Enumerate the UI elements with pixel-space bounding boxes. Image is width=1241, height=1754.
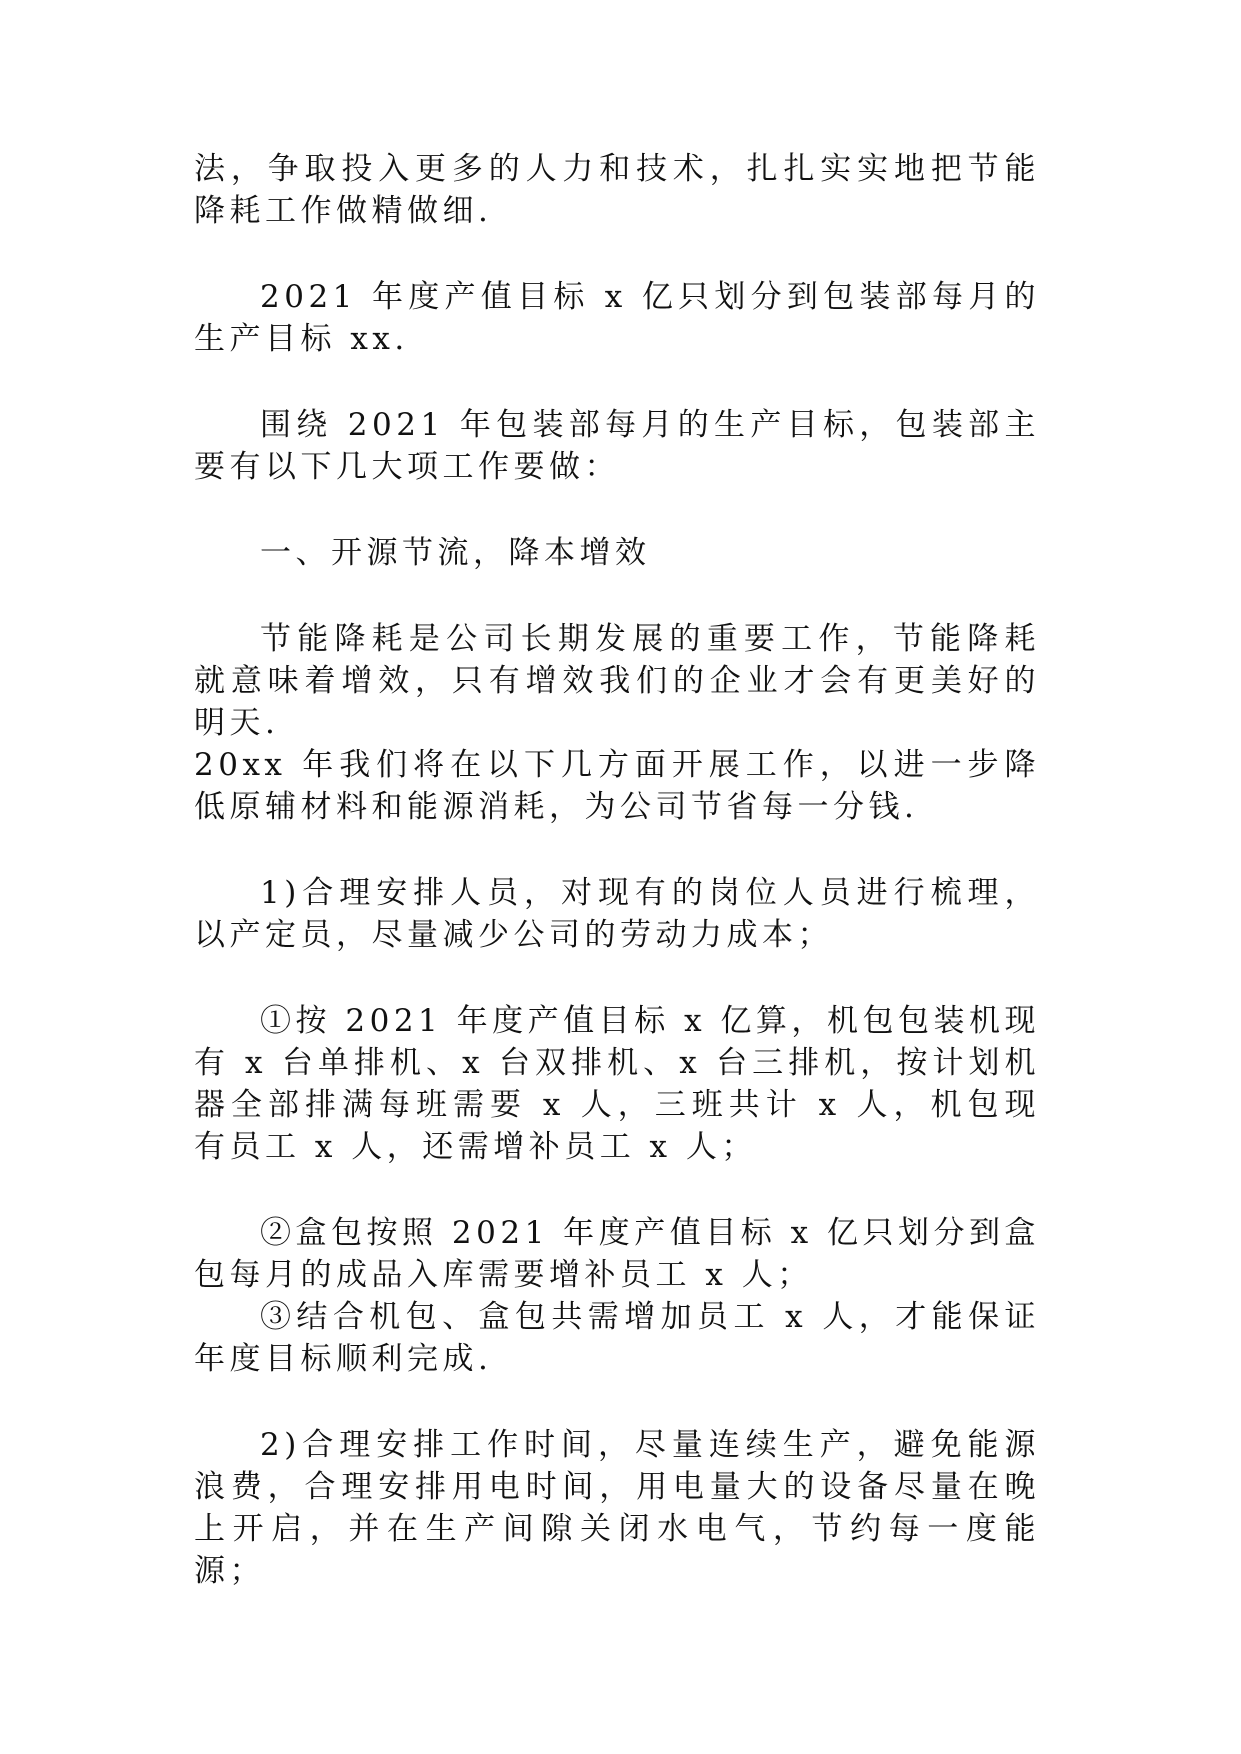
- list-item-2: 2)合理安排工作时间，尽量连续生产，避免能源浪费，合理安排用电时间，用电量大的设备尽量在晚上开启，并在生产间隙关闭水电气，节约每一度能源；: [194, 1427, 1040, 1589]
- list-item-1: 1)合理安排人员，对现有的岗位人员进行梳理，以产定员，尽量减少公司的劳动力成本；: [194, 875, 1040, 953]
- paragraph-work-intro: 围绕 2021 年包装部每月的生产目标，包装部主要有以下几大项工作要做：: [194, 407, 1040, 485]
- paragraph-continuation: 法，争取投入更多的人力和技术，扎扎实实地把节能降耗工作做精做细.: [194, 151, 1040, 229]
- sub-item-1: ①按 2021 年度产值目标 x 亿算，机包包装机现有 x 台单排机、x 台双排机、x 台三排机，按计划机器全部排满每班需要 x 人，三班共计 x 人，机包现有员工 x 人，还需增补员工 x 人；: [194, 1003, 1040, 1165]
- paragraph-output-target: 2021 年度产值目标 x 亿只划分到包装部每月的生产目标 xx.: [194, 279, 1040, 357]
- paragraph-energy-saving: 节能降耗是公司长期发展的重要工作，节能降耗就意味着增效，只有增效我们的企业才会有更美好的明天.: [194, 621, 1040, 741]
- sub-item-3: ③结合机包、盒包共需增加员工 x 人，才能保证年度目标顺利完成.: [194, 1299, 1040, 1377]
- document-body: [194, 148, 1040, 1592]
- paragraph-plan-20xx: 20xx 年我们将在以下几方面开展工作，以进一步降低原辅材料和能源消耗，为公司节省每一分钱.: [194, 747, 1040, 825]
- section-heading: 一、开源节流，降本增效: [260, 535, 651, 571]
- sub-item-2: ②盒包按照 2021 年度产值目标 x 亿只划分到盒包每月的成品入库需要增补员工 x 人；: [194, 1215, 1040, 1293]
